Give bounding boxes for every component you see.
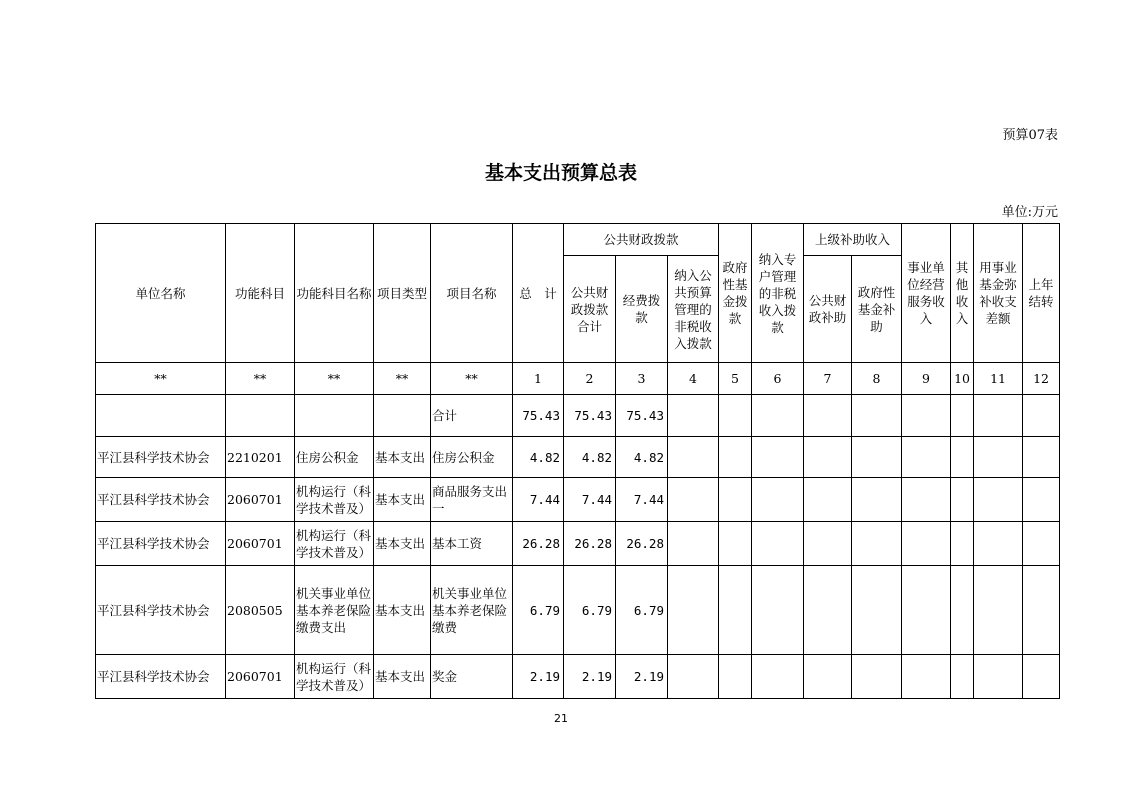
header-superior-public: 公共财政补助 xyxy=(804,256,852,363)
header-func-name: 功能科目名称 xyxy=(295,224,374,363)
row-code: 2210201 xyxy=(226,437,295,478)
row-public-subtotal: 7.44 xyxy=(564,478,616,522)
header-business-income: 事业单位经营服务收入 xyxy=(902,224,951,363)
total-label: 合计 xyxy=(431,395,513,437)
row-name: 住房公积金 xyxy=(431,437,513,478)
index-row xyxy=(96,363,1060,395)
table-number: 预算07表 xyxy=(1002,128,1058,143)
row-public-subtotal: 6.79 xyxy=(564,566,616,655)
page-title: 基本支出预算总表 xyxy=(484,162,637,184)
row-operating: 6.79 xyxy=(616,566,668,655)
row-name: 奖金 xyxy=(431,655,513,699)
index-cell: 9 xyxy=(902,363,951,395)
header-superior: 上级补助收入 xyxy=(804,224,902,256)
row-operating: 7.44 xyxy=(616,478,668,522)
index-cell: 4 xyxy=(668,363,719,395)
row-total: 4.82 xyxy=(513,437,564,478)
row-public-subtotal: 2.19 xyxy=(564,655,616,699)
total-row xyxy=(96,395,1060,437)
header-unit-name: 单位名称 xyxy=(96,224,226,363)
row-type: 基本支出 xyxy=(374,566,431,655)
row-name: 机关事业单位基本养老保险缴费 xyxy=(431,566,513,655)
row-code: 2060701 xyxy=(226,478,295,522)
total-public-subtotal: 75.43 xyxy=(564,395,616,437)
header-total: 总 计 xyxy=(513,224,564,363)
row-operating: 4.82 xyxy=(616,437,668,478)
header-proj-name: 项目名称 xyxy=(431,224,513,363)
total-amount: 75.43 xyxy=(513,395,564,437)
index-cell: 11 xyxy=(974,363,1023,395)
index-cell: 12 xyxy=(1023,363,1060,395)
header-special-nontax: 纳入专户管理的非税收入拨款 xyxy=(752,224,804,363)
row-total: 26.28 xyxy=(513,522,564,566)
index-cell: 2 xyxy=(564,363,616,395)
row-public-subtotal: 26.28 xyxy=(564,522,616,566)
index-cell: ** xyxy=(431,363,513,395)
index-cell: 7 xyxy=(804,363,852,395)
header-public-subtotal: 公共财政拨款合计 xyxy=(564,256,616,363)
index-cell: 6 xyxy=(752,363,804,395)
index-cell: 3 xyxy=(616,363,668,395)
table-row xyxy=(96,566,1060,655)
row-total: 6.79 xyxy=(513,566,564,655)
header-gov-fund: 政府性基金拨款 xyxy=(719,224,752,363)
header-proj-type: 项目类型 xyxy=(374,224,431,363)
row-unit: 平江县科学技术协会 xyxy=(96,478,226,522)
table-row xyxy=(96,522,1060,566)
index-cell: ** xyxy=(374,363,431,395)
index-cell: 1 xyxy=(513,363,564,395)
table-row xyxy=(96,437,1060,478)
row-unit: 平江县科学技术协会 xyxy=(96,522,226,566)
index-cell: ** xyxy=(226,363,295,395)
header-operating: 经费拨款 xyxy=(616,256,668,363)
row-code: 2080505 xyxy=(226,566,295,655)
row-unit: 平江县科学技术协会 xyxy=(96,566,226,655)
header-nontax: 纳入公共预算管理的非税收入拨款 xyxy=(668,256,719,363)
header-fund-gap: 用事业基金弥补收支差额 xyxy=(974,224,1023,363)
row-unit: 平江县科学技术协会 xyxy=(96,437,226,478)
header-carryover: 上年结转 xyxy=(1023,224,1060,363)
row-type: 基本支出 xyxy=(374,522,431,566)
row-func: 机构运行（科学技术普及） xyxy=(295,655,374,699)
index-cell: 5 xyxy=(719,363,752,395)
header-other-income: 其他收入 xyxy=(951,224,974,363)
unit-label: 单位:万元 xyxy=(1001,205,1058,220)
index-cell: 10 xyxy=(951,363,974,395)
index-cell: ** xyxy=(96,363,226,395)
row-func: 机关事业单位基本养老保险缴费支出 xyxy=(295,566,374,655)
budget-table xyxy=(95,223,1060,699)
row-code: 2060701 xyxy=(226,522,295,566)
row-func: 机构运行（科学技术普及） xyxy=(295,478,374,522)
row-code: 2060701 xyxy=(226,655,295,699)
row-type: 基本支出 xyxy=(374,478,431,522)
row-func: 住房公积金 xyxy=(295,437,374,478)
row-type: 基本支出 xyxy=(374,437,431,478)
row-operating: 26.28 xyxy=(616,522,668,566)
row-operating: 2.19 xyxy=(616,655,668,699)
row-total: 2.19 xyxy=(513,655,564,699)
row-name: 商品服务支出一 xyxy=(431,478,513,522)
table-row xyxy=(96,655,1060,699)
index-cell: 8 xyxy=(852,363,902,395)
row-type: 基本支出 xyxy=(374,655,431,699)
table-row xyxy=(96,478,1060,522)
total-operating: 75.43 xyxy=(616,395,668,437)
header-superior-gov-fund: 政府性基金补助 xyxy=(852,256,902,363)
header-public-finance: 公共财政拨款 xyxy=(564,224,719,256)
row-total: 7.44 xyxy=(513,478,564,522)
row-name: 基本工资 xyxy=(431,522,513,566)
index-cell: ** xyxy=(295,363,374,395)
row-public-subtotal: 4.82 xyxy=(564,437,616,478)
row-func: 机构运行（科学技术普及） xyxy=(295,522,374,566)
header-func-code: 功能科目 xyxy=(226,224,295,363)
row-unit: 平江县科学技术协会 xyxy=(96,655,226,699)
page-number: 21 xyxy=(554,712,568,725)
